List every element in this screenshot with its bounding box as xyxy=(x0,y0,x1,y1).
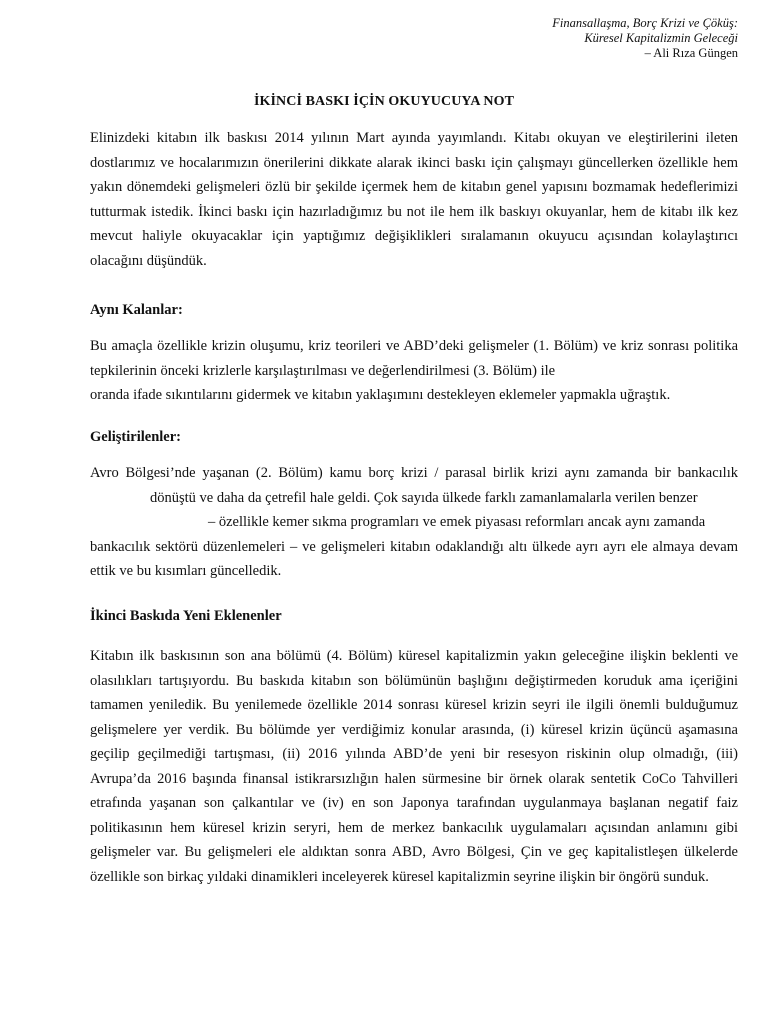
paragraph-line: bankacılık sektörü düzenlemeleri – ve gelişmeleri kitabın odaklandığı altı ülkede ayrı ayrı ele almaya devam xyxy=(90,538,738,555)
paragraph-line: etrafında yaşanan son çalkantılar ve (iv) en son Japonya tarafından uygulanmaya başlanan negatif faiz xyxy=(90,795,738,811)
paragraph-line: Kitabın ilk baskısının son ana bölümü (4. Bölüm) küresel kapitalizmin yakın geleceğine ilişkin beklenti ve xyxy=(90,648,738,664)
section-heading-gelistirilenler: Geliştirilenler: xyxy=(90,429,181,445)
paragraph-line: ettik ve bu kısımları güncelledik. xyxy=(90,563,282,579)
section-heading-yeni-eklenenler: İkinci Baskıda Yeni Eklenenler xyxy=(90,608,282,624)
paragraph-line: Bu amaçla özellikle krizin oluşumu, kriz teorileri ve ABD’deki gelişmeler (1. Bölüm) ve kriz sonrası politika xyxy=(90,338,738,354)
paragraph-line: yakın dönemdeki gelişmeleri özlü bir şekilde içermek hem de kitabın genel yapısını bozmamak hedeflerimizi xyxy=(90,179,738,195)
header-book-title-line2: Küresel Kapitalizmin Geleceği xyxy=(584,31,738,45)
paragraph-line: politikasının hem küresel krizin seryri, hem de merkez bankacılık uygulamaları açısından anlamını gibi xyxy=(90,819,738,836)
paragraph-line: oranda ifade sıkıntılarını gidermek ve kitabın yaklaşımını destekleyen eklemeler yapmakla uğraştık. xyxy=(90,387,671,403)
paragraph-line: Avro Bölgesi’nde yaşanan (2. Bölüm) kamu borç krizi / parasal birlik krizi aynı zamanda bir bankacılık xyxy=(90,465,738,481)
paragraph-line: gelişmelere yer verdik. Bu bölümde yer verdiğimiz konular arasında, (i) küresel krizin üçüncü aşamasına xyxy=(90,721,738,738)
paragraph-line: gelişmeler var. Bu gelişmeleri ele aldıktan sonra ABD, Avro Bölgesi, Çin ve geç kapitalistleşen ülkelerde xyxy=(90,844,738,860)
paragraph-line: Elinizdeki kitabın ilk baskısı 2014 yılının Mart ayında yayımlandı. Kitabı okuyan ve eleştirilerini ileten xyxy=(90,130,738,146)
paragraph-line: özellikle son birkaç yıldaki dinamikleri inceleyerek küresel kapitalizmin seyrine ilişkin bir öngörü sunduk. xyxy=(90,868,709,885)
header-author: – Ali Rıza Güngen xyxy=(644,46,738,60)
paragraph-line: olasılıkları tartışıyordu. Bu baskıda kitabın son bölümünün başlığını değiştirmeden koruduk ama içeriğini xyxy=(90,672,738,689)
paragraph-line: – özellikle kemer sıkma programları ve emek piyasası reformları ancak aynı zamanda xyxy=(208,514,706,530)
paragraph-line: tepkilerinin önceki krizlerle karşılaştırılması ve değerlendirilmesi (3. Bölüm) ile xyxy=(90,362,556,379)
section-paragraph-gelistirilenler xyxy=(90,461,738,584)
paragraph-line: geçilip geçilmediği tartışması, (ii) 2016 yılında ABD’de yeni bir resesyon riskinin olup olmadığı, (iii) xyxy=(90,746,738,762)
paragraph-line: dostlarımız ve hocalarımızın önerilerini dikkate alarak ikinci baskı için çalışmayı güncellerken özellikle hem xyxy=(90,154,738,171)
paragraph-line: tamamen yeniledik. Bu yenilemede özellikle 2014 sonrası küresel krizin seyri ile ilgili önemli bulduğumuz xyxy=(90,697,738,713)
paragraph-line: tutturmak istedik. İkinci baskı için hazırladığımız bu not ile hem ilk baskıyı okuyanlar, hem de kitabı ilk kez xyxy=(90,203,738,220)
section-heading-ayni-kalanlar: Aynı Kalanlar: xyxy=(90,302,183,318)
paragraph-line: mevcut haliyle okuyacaklar için yaptığımız değişiklikleri sıralamanın okuyucu açısından kolaylaştırıcı xyxy=(90,228,738,244)
running-header xyxy=(552,16,738,61)
paragraph-line: Avrupa’da 2016 başında finansal istikrarsızlığın halen sürmesine bir örnek olarak sentetik CoCo Tahvilleri xyxy=(90,770,738,787)
paragraph-line: dönüştü ve daha da çetrefil hale geldi. Çok sayıda ülkede farklı zamanlamalarla verilen benzer xyxy=(150,489,698,506)
intro-paragraph xyxy=(90,126,738,273)
page-title: İKİNCİ BASKI İÇİN OKUYUCUYA NOT xyxy=(253,94,515,109)
header-book-title-line1: Finansallaşma, Borç Krizi ve Çöküş: xyxy=(552,16,738,30)
section-paragraph-yeni-eklenenler xyxy=(90,644,738,889)
section-paragraph-ayni-kalanlar xyxy=(90,334,738,408)
paragraph-line: olacağını düşündük. xyxy=(90,252,207,269)
